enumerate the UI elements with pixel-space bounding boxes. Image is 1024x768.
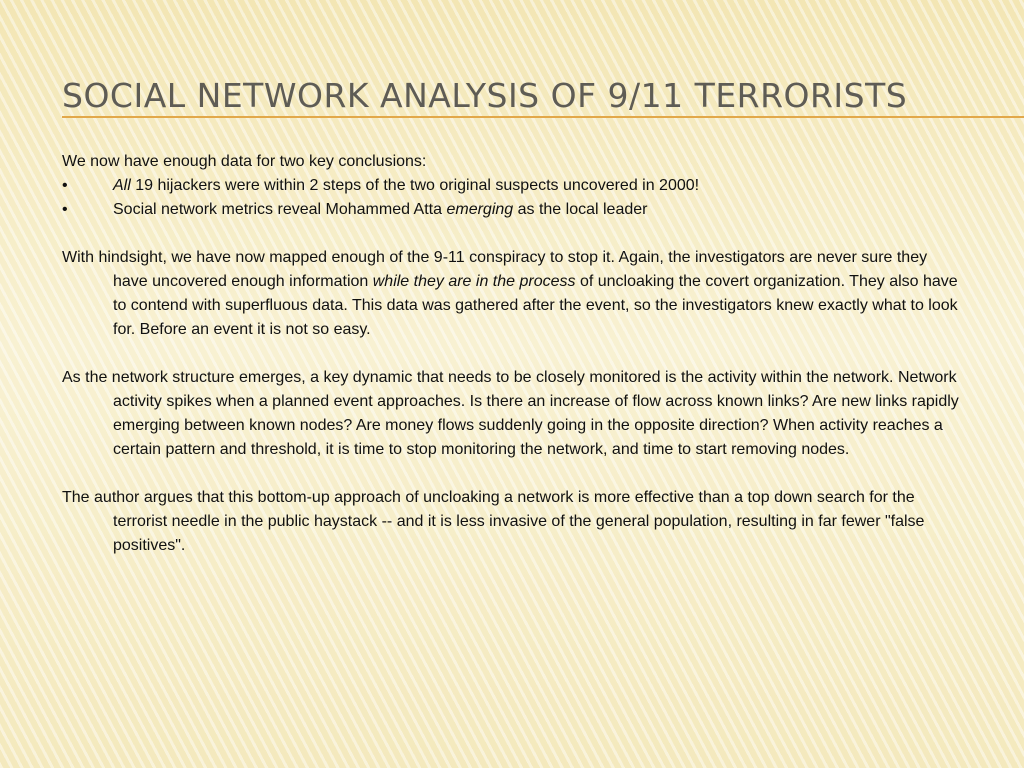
title-underline xyxy=(62,116,1024,118)
intro-line: We now have enough data for two key conclusions: xyxy=(62,153,427,170)
bullet-emphasis: All xyxy=(113,177,131,194)
paragraph-hindsight xyxy=(62,246,962,342)
bullet-item xyxy=(62,174,962,198)
bullet-emphasis: emerging xyxy=(446,201,514,218)
paragraph-network: As the network structure emerges, a key dynamic that needs to be closely monitored is the activity within the network. Network activity spikes when a planned event approaches. Is there an increase of flow across known links? Are new links rapidly emerging between known nodes? Are money flows suddenly going in the opposite direction? When activity reaches a certain pattern and threshold, it is time to stop monitoring the network, and time to start removing nodes. xyxy=(62,369,959,458)
bullet-item xyxy=(62,198,962,222)
bullet-body: Social network metrics reveal Mohammed Atta xyxy=(113,201,447,218)
bullet-marker: • xyxy=(62,177,68,194)
paragraph-text: With hindsight, we have now mapped enough of the 9-11 conspiracy to stop it. Again, the investigators are never sure they have uncovered enough information xyxy=(62,249,928,290)
paragraph-gap xyxy=(62,222,962,246)
bullet-body: 19 hijackers were within 2 steps of the two original suspects uncovered in 2000! xyxy=(130,177,700,194)
bullet-text xyxy=(113,174,699,198)
bullet-body: as the local leader xyxy=(513,201,648,218)
slide-title: SOCIAL NETWORK ANALYSIS OF 9/11 TERRORISTS xyxy=(62,76,908,115)
paragraph-gap xyxy=(62,342,962,366)
bullet-marker: • xyxy=(62,201,68,218)
slide-body xyxy=(62,150,962,558)
paragraph-emphasis: while they are in the process xyxy=(372,273,576,290)
paragraph-author: The author argues that this bottom-up approach of uncloaking a network is more effective than a top down search for the terrorist needle in the public haystack -- and it is less invasive of the general population, resulting in far fewer "false positives". xyxy=(62,489,925,554)
bullet-text xyxy=(113,198,647,222)
paragraph-text: of uncloaking the covert organization. They also have to contend with superfluous data. This data was gathered after the event, so the investigators knew exactly what to look for. Before an event it is not so easy. xyxy=(113,273,958,338)
paragraph-gap xyxy=(62,462,962,486)
